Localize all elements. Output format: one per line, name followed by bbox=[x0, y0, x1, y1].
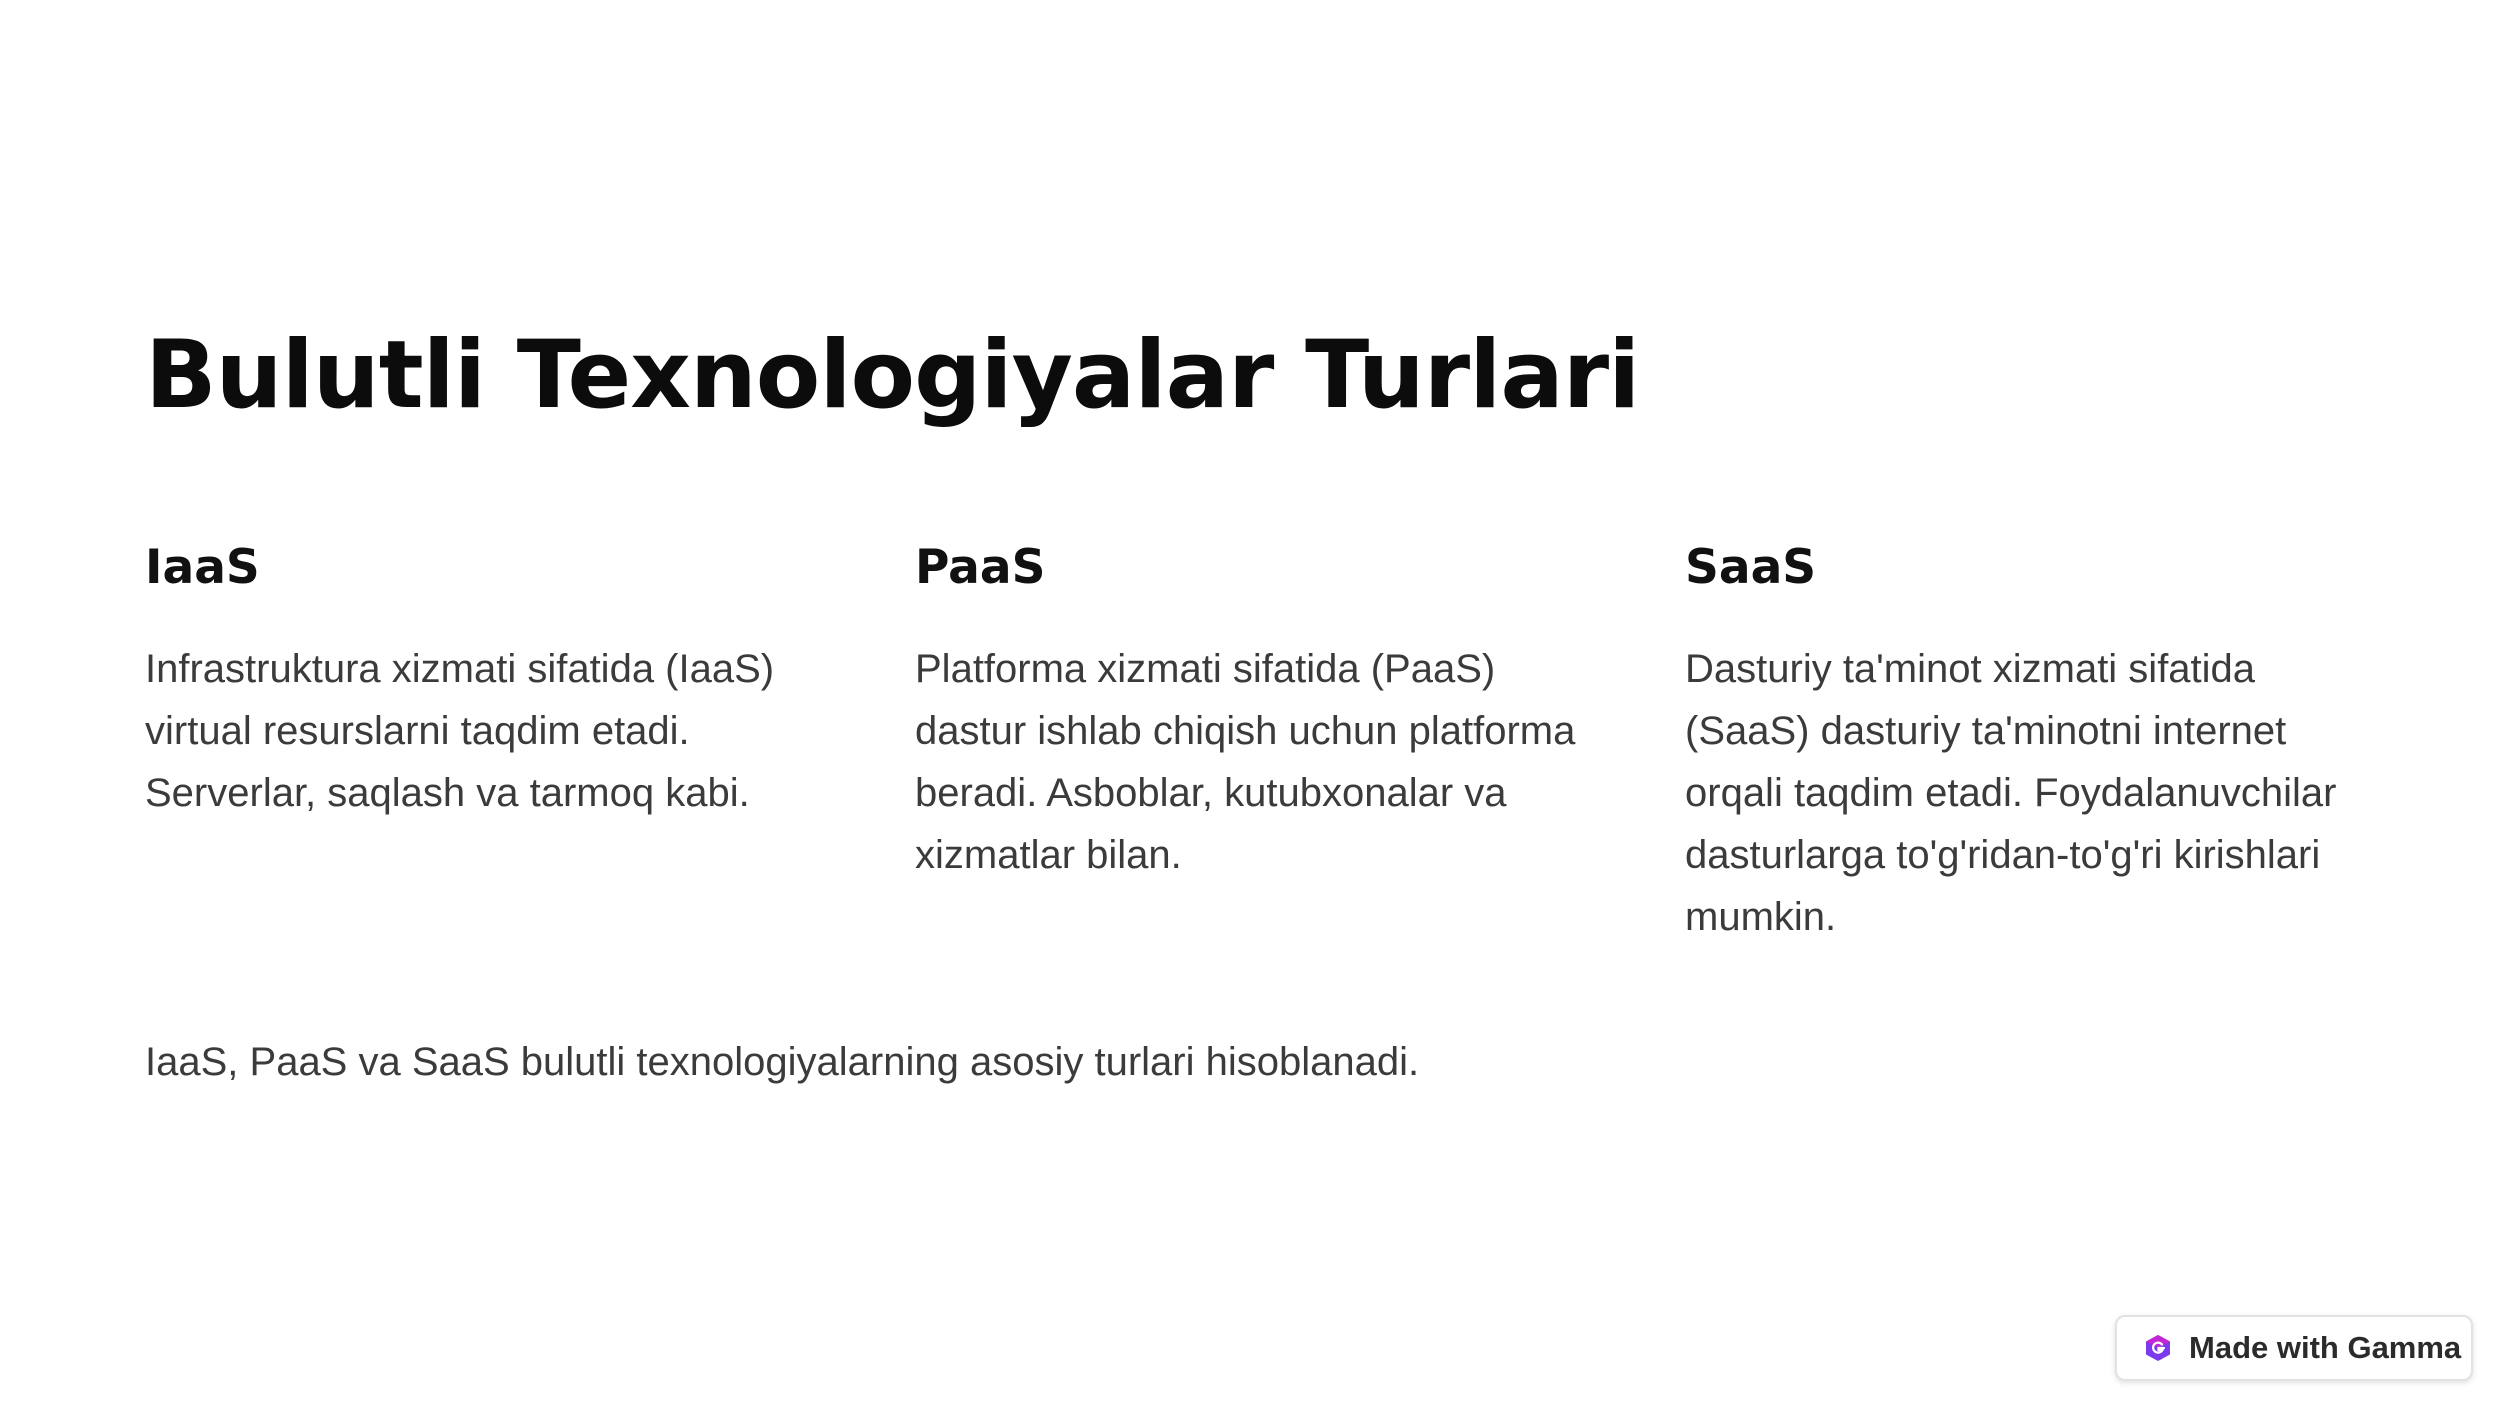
made-with-gamma-button[interactable] bbox=[2115, 1315, 2473, 1381]
columns bbox=[145, 538, 2375, 948]
gamma-logo-icon bbox=[2143, 1333, 2173, 1363]
column-heading: IaaS bbox=[145, 540, 260, 595]
column-saas bbox=[1685, 538, 2375, 948]
column-body: Dasturiy ta'minot xizmati sifatida (SaaS) dasturiy ta'minotni internet orqali taqdim etadi. Foydalanuvchilar dasturlarga to'g'ridan-to'g'ri kirishlari mumkin. bbox=[1685, 647, 2337, 939]
column-iaas bbox=[145, 538, 835, 948]
column-body: Infrastruktura xizmati sifatida (IaaS) virtual resurslarni taqdim etadi. Serverlar, saqlash va tarmoq kabi. bbox=[145, 647, 775, 815]
summary-text: IaaS, PaaS va SaaS bulutli texnologiyalarning asosiy turlari hisoblanadi. bbox=[145, 1040, 1420, 1084]
badge-label: Made with Gamma bbox=[2189, 1330, 2462, 1365]
column-paas bbox=[915, 538, 1605, 948]
column-heading: SaaS bbox=[1685, 540, 1817, 595]
slide-title: Bulutli Texnologiyalar Turlari bbox=[145, 321, 1640, 430]
column-heading: PaaS bbox=[915, 540, 1046, 595]
column-body: Platforma xizmati sifatida (PaaS) dastur ishlab chiqish uchun platforma beradi. Asboblar, kutubxonalar va xizmatlar bilan. bbox=[915, 647, 1576, 877]
